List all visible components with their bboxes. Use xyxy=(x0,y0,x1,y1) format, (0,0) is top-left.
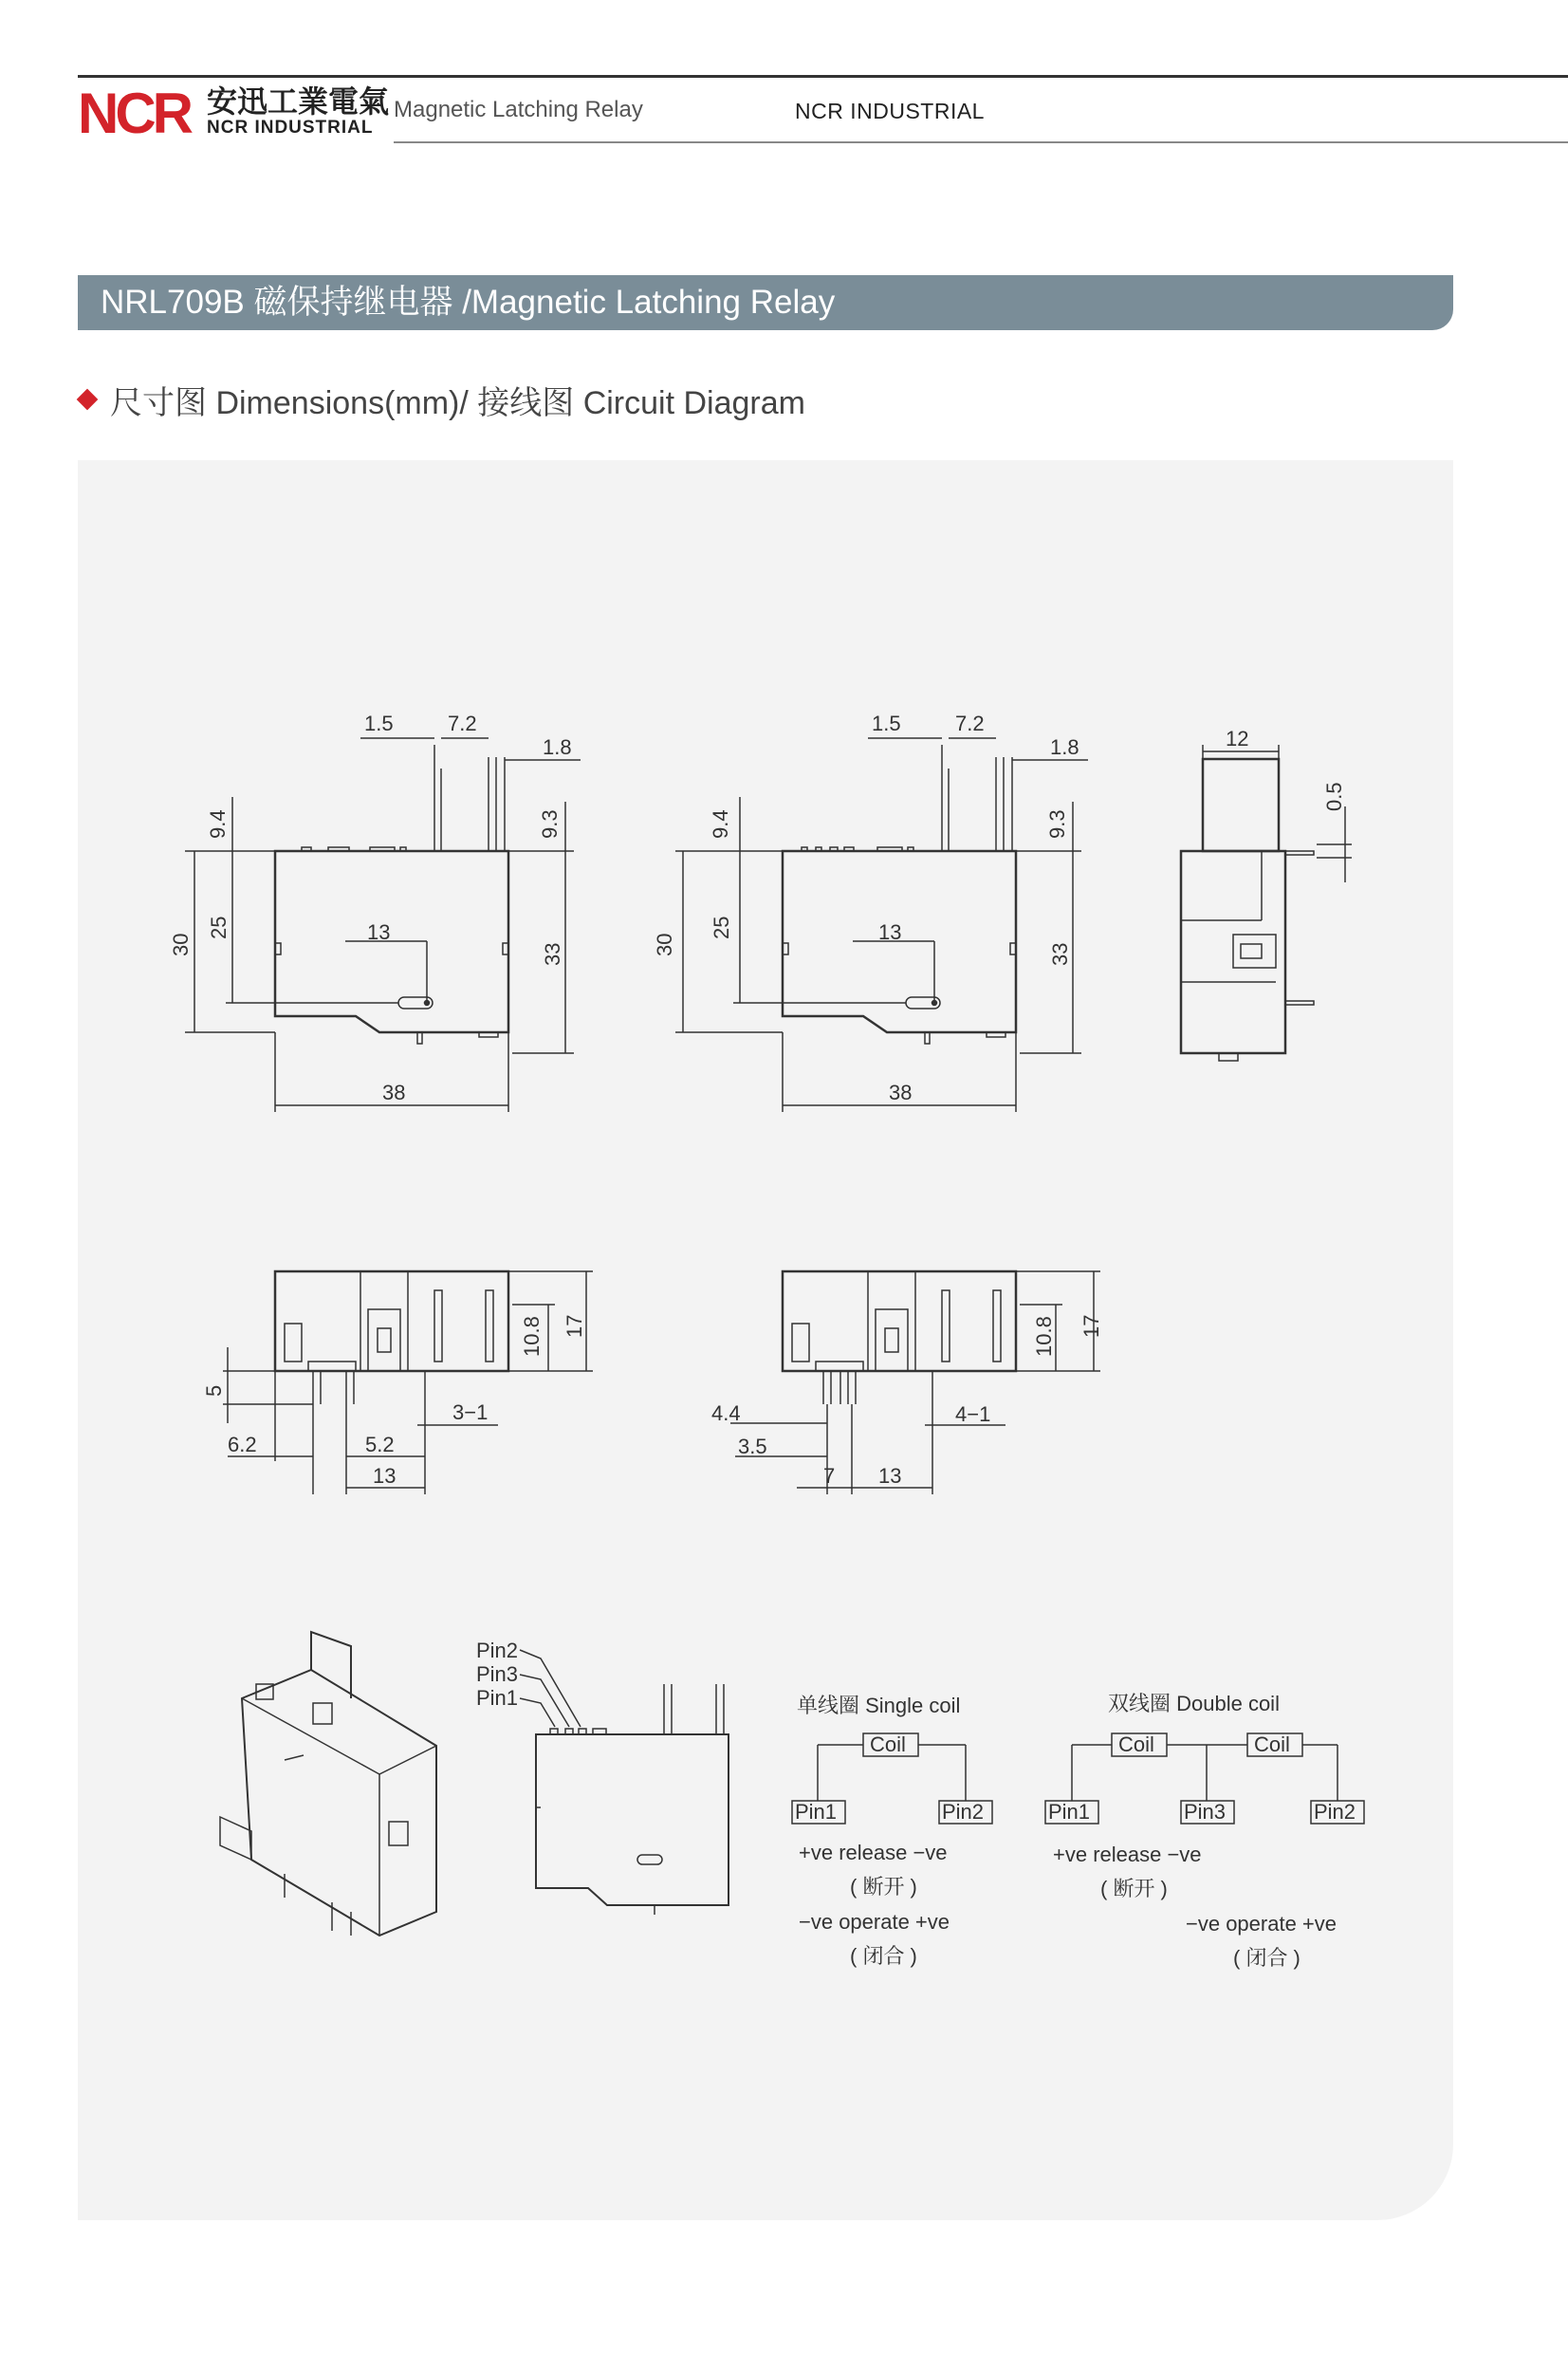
dim-38-b: 38 xyxy=(889,1081,913,1104)
dim-10-8-b: 10.8 xyxy=(1032,1316,1056,1357)
single-coil-box-label: Coil xyxy=(870,1732,906,1756)
single-pin2-label: Pin2 xyxy=(942,1800,985,1824)
dim-9-4-b: 9.4 xyxy=(709,809,732,839)
double-operate-text: −ve operate +ve xyxy=(1186,1912,1337,1936)
dim-1-5-a: 1.5 xyxy=(364,712,394,735)
dim-9-3-b: 9.3 xyxy=(1045,809,1069,839)
dim-7: 7 xyxy=(823,1464,836,1488)
dim-10-8-a: 10.8 xyxy=(520,1316,544,1357)
double-operate-cn: ( 闭合 ) xyxy=(1233,1946,1301,1970)
single-operate-cn: ( 闭合 ) xyxy=(850,1944,917,1968)
company-name-cn: 安迅工業電氣 xyxy=(207,83,390,120)
header-brand: NCR INDUSTRIAL xyxy=(795,99,985,123)
dim-30-b: 30 xyxy=(653,933,676,956)
dim-30-a: 30 xyxy=(169,933,193,956)
double-pin1-label: Pin1 xyxy=(1048,1800,1091,1824)
single-coil-title: 单线圈 Single coil xyxy=(797,1694,961,1717)
label-pin2: Pin2 xyxy=(476,1639,519,1662)
label-pin1: Pin1 xyxy=(476,1686,519,1710)
double-release-text: +ve release −ve xyxy=(1053,1843,1202,1866)
dim-9-3-a: 9.3 xyxy=(538,809,562,839)
dim-9-4-a: 9.4 xyxy=(206,809,230,839)
dim-3-1: 3−1 xyxy=(452,1400,489,1424)
double-coil-box-label-1: Coil xyxy=(1118,1732,1154,1756)
dim-7-2-a: 7.2 xyxy=(448,712,477,735)
dim-6-2: 6.2 xyxy=(228,1433,257,1456)
single-operate-text: −ve operate +ve xyxy=(799,1910,950,1934)
dim-17-b: 17 xyxy=(1079,1314,1103,1338)
dim-5-2: 5.2 xyxy=(365,1433,395,1456)
double-release-cn: ( 断开 ) xyxy=(1100,1877,1168,1900)
dim-33-a: 33 xyxy=(541,942,564,966)
single-release-text: +ve release −ve xyxy=(799,1841,948,1864)
single-release-cn: ( 断开 ) xyxy=(850,1875,917,1899)
dim-25-a: 25 xyxy=(207,916,231,939)
double-pin3-label: Pin3 xyxy=(1184,1800,1227,1824)
label-pin3: Pin3 xyxy=(476,1662,519,1686)
dim-13-c: 13 xyxy=(373,1464,397,1488)
single-pin1-label: Pin1 xyxy=(795,1800,838,1824)
double-coil-title: 双线圈 Double coil xyxy=(1108,1692,1280,1715)
bottom-view-1 xyxy=(223,1271,593,1494)
dim-0-5: 0.5 xyxy=(1322,782,1346,811)
dim-13-d: 13 xyxy=(878,1464,902,1488)
pin-label-view xyxy=(520,1650,729,1915)
dim-12: 12 xyxy=(1226,727,1249,750)
product-title: NRL709B 磁保持继电器 /Magnetic Latching Relay xyxy=(101,284,836,321)
header-subtitle: Magnetic Latching Relay xyxy=(394,97,643,122)
dim-3-5: 3.5 xyxy=(738,1435,767,1458)
double-pin2-label: Pin2 xyxy=(1314,1800,1356,1824)
dim-4-4: 4.4 xyxy=(711,1401,741,1425)
dim-5: 5 xyxy=(202,1384,226,1397)
dim-4-1: 4−1 xyxy=(955,1402,991,1426)
company-name-en: NCR INDUSTRIAL xyxy=(207,118,374,138)
dim-33-b: 33 xyxy=(1048,942,1072,966)
isometric-view xyxy=(220,1632,436,1936)
dim-13-b: 13 xyxy=(878,920,902,944)
dim-38-a: 38 xyxy=(382,1081,406,1104)
dim-7-2-b: 7.2 xyxy=(955,712,985,735)
dim-17-a: 17 xyxy=(563,1314,586,1338)
dim-1-5-b: 1.5 xyxy=(872,712,901,735)
company-logo-mark: NCR xyxy=(78,82,190,145)
dim-1-8-a: 1.8 xyxy=(543,735,572,759)
dim-25-b: 25 xyxy=(710,916,733,939)
double-coil-box-label-2: Coil xyxy=(1254,1732,1290,1756)
section-heading: 尺寸图 Dimensions(mm)/ 接线图 Circuit Diagram xyxy=(110,385,805,421)
bottom-view-2 xyxy=(730,1271,1100,1494)
dim-13-a: 13 xyxy=(367,920,391,944)
dim-1-8-b: 1.8 xyxy=(1050,735,1079,759)
